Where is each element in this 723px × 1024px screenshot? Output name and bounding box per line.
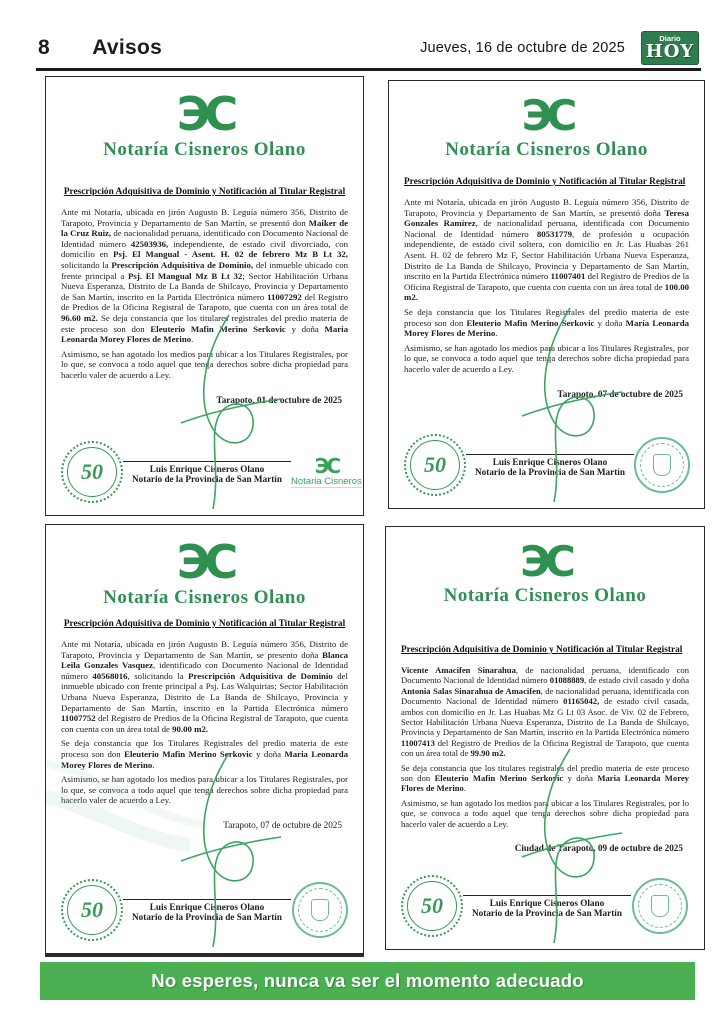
seal-number: 50 <box>424 452 446 477</box>
notarial-seal-icon <box>404 434 466 496</box>
notice-date: Tarapoto, 01 de octubre de 2025 <box>216 394 342 405</box>
round-seal-icon <box>632 878 688 934</box>
legal-notice-1 <box>45 76 364 516</box>
legal-notice-3 <box>45 524 364 957</box>
notary-name: Luis Enrique Cisneros Olano <box>492 456 608 467</box>
diario-hoy-logo <box>641 31 699 65</box>
signature-block <box>61 437 362 505</box>
banner-text: No esperes, nunca va ser el momento adecuado <box>151 970 584 991</box>
notice-paragraph: Se deja constancia que los Titulares Registrales del predio materia de este proceso son don Eleuterio Mafin Merino Serkovic y doña María Leonarda Morey Flores de Merino. <box>404 306 689 339</box>
signature-block <box>401 871 689 939</box>
signature-block <box>61 875 348 943</box>
round-seal-stamp <box>631 878 689 934</box>
round-seal-stamp <box>291 882 348 938</box>
page-number: 8 <box>38 36 51 59</box>
notice-paragraph: Asimismo, se han agotado los medios para ubicar a los Titulares Registrales, por lo que, se convoca a todo aquel que tenga derechos sobre dicha propiedad para hacerlo valer de acuerdo a Ley. <box>404 342 689 374</box>
notarial-seal-icon <box>61 441 123 503</box>
notaria-brand-name: Notaría Cisneros Olano <box>103 139 306 160</box>
round-seal-icon <box>292 882 348 938</box>
notice-date: Tarapoto, 07 de octubre de 2025 <box>557 388 683 399</box>
notaria-monogram-icon: ЭC <box>176 87 233 141</box>
signature-block <box>404 430 689 498</box>
notary-role: Notario de la Provincia de San Martín <box>475 466 625 477</box>
legal-notice-4 <box>385 526 705 950</box>
page-header <box>38 30 699 66</box>
notarial-seal-icon <box>61 879 123 941</box>
notary-name: Luis Enrique Cisneros Olano <box>489 897 605 908</box>
notary-role: Notario de la Provincia de San Martín <box>132 911 282 922</box>
notary-name: Luis Enrique Cisneros Olano <box>149 463 265 474</box>
signature-line <box>123 461 291 462</box>
logo-main-text: HOY <box>645 41 695 63</box>
signature-line <box>123 899 291 900</box>
notice-paragraph: Ante mi Notaría, ubicada en jirón Augusto B. Leguía número 356, Distrito de Tarapoto, Provincia y Departamento de San Martín, se presento doña Blanca Leila Gonzales Vasquez, identificado con Documento Nacional de Identidad número 40568016, solicitando la Prescripción Adquisitiva de Dominio del inmueble ubicado con frente principal a Psj. Las Walquirias; Sector Habilitación Urbana Nueva Esperanza, Distrito de La Banda de Shilcayo, Provincia y Departamento de San Martín, inscrito en la Partida Electrónica número 11007752 del Registro de Predios de la Oficina Registral de Tarapoto, que cuenta con cuenta con un área total de 90.00 m2. <box>61 639 348 734</box>
legal-notice-2 <box>388 80 705 509</box>
notice-title: Prescripción Adquisitiva de Dominio y Notificación al Titular Registral <box>404 177 686 187</box>
notice-date: Tarapoto, 07 de octubre de 2025 <box>223 819 342 830</box>
stamp-label: Notaria Cisneros <box>291 476 362 487</box>
section-title: Avisos <box>92 36 163 59</box>
notice-title: Prescripción Adquisitiva de Dominio y Notificación al Titular Registral <box>63 187 346 197</box>
signature-line <box>463 895 631 896</box>
notaria-monogram-icon: ЭC <box>521 91 572 140</box>
notice-paragraph: Se deja constancia que los Titulares Registrales del predio materia de este proceso son don Eleuterio Mafin Merino Serkovic y doña Maria Leonarda Morey Flores de Merino. <box>61 738 349 770</box>
notaria-monogram-icon: ЭC <box>520 537 570 586</box>
notarial-seal-icon <box>401 875 463 937</box>
round-seal-stamp <box>634 437 690 493</box>
notaria-stamp <box>291 456 362 488</box>
notary-role: Notario de la Provincia de San Martín <box>472 907 622 918</box>
notice-title: Prescripción Adquisitiva de Dominio y Notificación al Titular Registral <box>63 619 346 629</box>
notice-date: Ciudad de Tarapoto, 09 de octubre de 2025 <box>514 843 683 854</box>
round-seal-icon <box>634 437 690 493</box>
seal-number: 50 <box>81 459 103 484</box>
notice-paragraph: Se deja constancia que los titulares registrales del predio materia de este proceso son don Eleuterio Mafin Merino Serkovic y doña Maria Leonarda Morey Flores de Merino. <box>401 762 689 794</box>
notaria-brand-name: Notaría Cisneros Olano <box>445 139 648 160</box>
promo-banner <box>40 962 695 1000</box>
seal-number: 50 <box>81 897 103 922</box>
edition-date: Jueves, 16 de octubre de 2025 <box>420 40 625 56</box>
notice-paragraph: Vicente Amacifen Sinarahua, de nacionalidad peruana, identificado con Documento Nacional de Identidad número 01088889, de estado civil casado y doña Antonia Salas Sinarahua de Amacifen, de nacionalidad peruana, identificada con Documento Nacional de Identidad número 01165042, de estado civil casada, ambos con domicilio en Jr. Las Huabas Mz G Lt 03 Asoc. de Viv. 02 de Febrero, Sector Habilitación Urbana Nueva Esperanza, Distrito de La Banda de Shilcayo, Provincia y Departamento de San Martín, inscrito en la Partida Electrónica número 11007413 del Registro de Predios de la Oficina Registral de Tarapoto, que cuenta con un área total de 99.90 m2. <box>401 665 690 759</box>
notice-paragraph: Asimismo, se han agotado los medios para ubicar a los Titulares Registrales, por lo que, se convoca a todo aquel que tenga derechos sobre dicha propiedad para hacerlo valer de acuerdo a Ley. <box>401 797 689 829</box>
notice-paragraph: Ante mi Notaria, ubicada en jirón Augusto B. Leguía número 356, Distrito de Tarapoto, Provincia y Departamento de San Martín, se presentó don Maiker de la Cruz Ruiz, de nacionalidad peruana, identificado con Documento Nacional de Identidad número 42503936, independiente, de estado civil divorciado, con domicilio en Psj. El Mangual - Asent. H. 02 de febrero Mz B Lt 32, solicitando la Prescripción Adquisitiva de Dominio, del inmueble ubicado con frente principal a Psj. El Mangual Mz B Lt 32; Sector Habilitación Urbana Nueva Esperanza, Distrito de La Banda de Shilcayo, Provincia y Departamento de San Martín, inscrito en la Partida Electrónica número 11007292 del Registro de Predios de la Oficina Registral de Tarapoto, que cuenta con un área total de 96.60 m2. Se deja constancia que los titulares registrales del predio materia de este proceso son don Eleuterio Mafin Merino Serkovic y doña Maria Leonarda Morey Flores de Merino. <box>61 207 349 345</box>
signature-line <box>466 454 634 455</box>
notice-title: Prescripción Adquisitiva de Dominio y Notificación al Titular Registral <box>401 645 683 655</box>
notary-name: Luis Enrique Cisneros Olano <box>149 901 265 912</box>
notary-role: Notario de la Provincia de San Martín <box>132 473 282 484</box>
notaria-brand-name: Notaría Cisneros Olano <box>103 587 306 608</box>
seal-number: 50 <box>421 893 443 918</box>
notice-paragraph: Ante mi Notaría, ubicada en jirón Augusto B. Leguía número 356, Distrito de Tarapoto, Provincia y Departamento de San Martín, se presentó doña Teresa Gonzales Ramírez, de nacionalidad peruana, identificada con Documento Nacional de Identidad número 80531779, de profesión u ocupación independiente, de estado civil soltera, con domicilio en Jr. Las Huabas 261 Asent. H. 02 de febrero Mz F, Sector Habilitación Urbana Nueva Esperanza, Distrito de La Banda de Shilcayo, Provincia y Departamento de San Martín, inscrito en la Partida Electrónica número 11007401 del Registro de Predios de la Oficina Registral de Tarapoto, que cuenta con cuenta con un área total de 100.00 m2. <box>404 197 689 303</box>
notice-paragraph: Asimismo, se han agotado los medios para ubicar a los Titulares Registrales, por lo que, se convoca a todo aquel que tenga derechos sobre dicha propiedad para hacerlo valer de acuerdo a Ley. <box>61 348 348 380</box>
logo-top-text: Diario <box>659 33 681 43</box>
notaria-brand-name: Notaría Cisneros Olano <box>443 585 647 606</box>
notaria-monogram-icon: ЭC <box>314 454 339 478</box>
notaria-monogram-icon: ЭC <box>176 535 233 589</box>
header-divider <box>36 68 701 71</box>
notice-paragraph: Asimismo, se han agotado los medios para ubicar a los Titulares Registrales, por lo que, se convoca a todo aquel que tenga derechos sobre dicha propiedad para hacerlo valer de acuerdo a Ley. <box>61 774 348 806</box>
